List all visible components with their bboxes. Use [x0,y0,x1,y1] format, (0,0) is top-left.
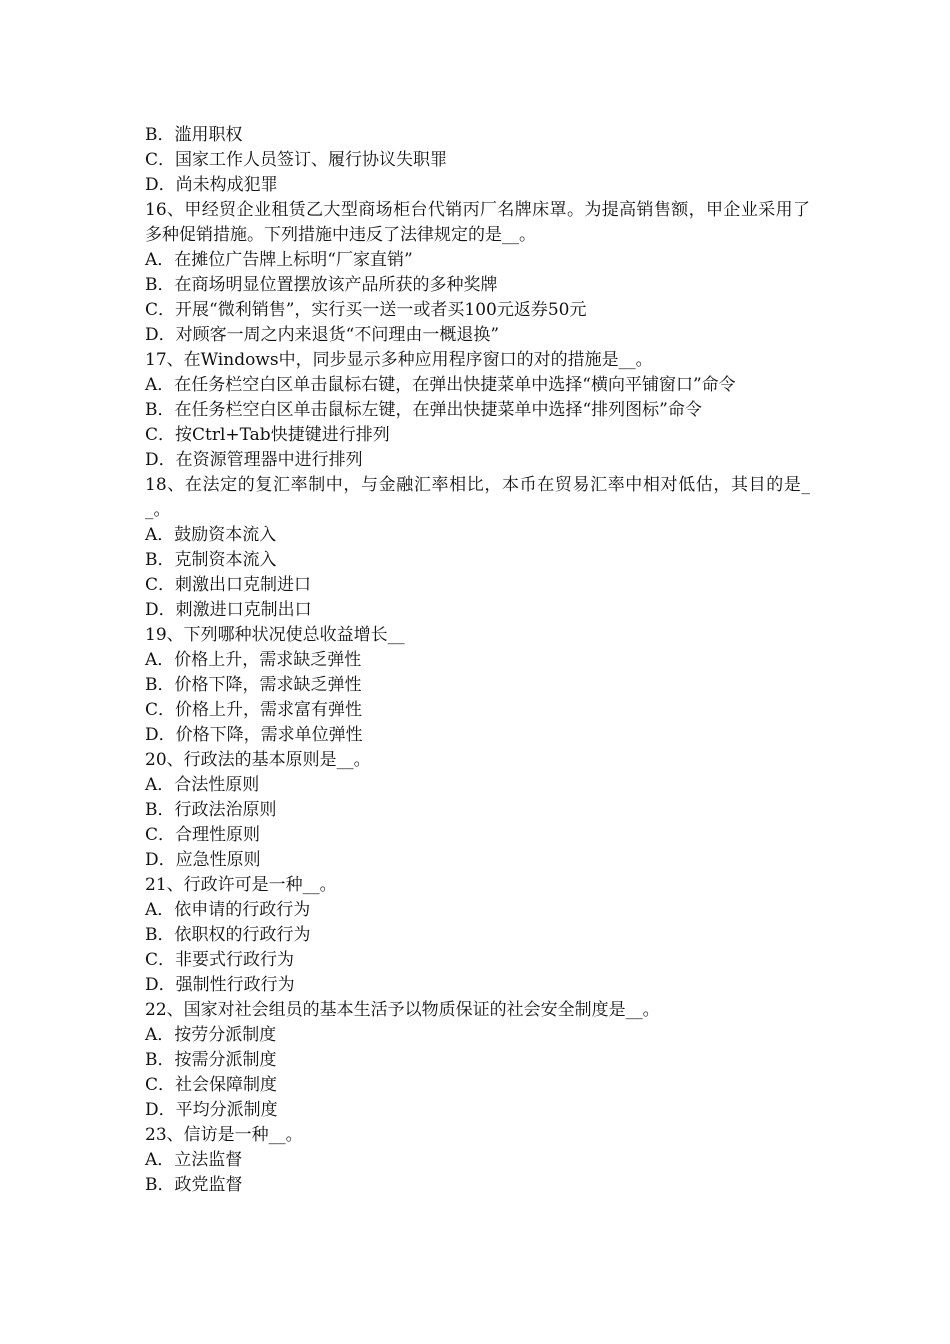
option-line: D．尚未构成犯罪 [145,175,278,195]
option-line: D．刺激进口克制出口 [145,600,312,620]
option-line: B．行政法治原则 [145,800,277,820]
option-line: A．按劳分派制度 [145,1025,277,1045]
option-line: D．平均分派制度 [145,1100,278,1120]
option-line: C．开展“微利销售”，实行买一送一或者买100元返券50元 [145,300,587,320]
option-line: D．对顾客一周之内来退货“不问理由一概退换” [145,325,500,345]
option-line: C．社会保障制度 [145,1075,278,1095]
question-18: 18、在法定的复汇率制中，与金融汇率相比，本币在贸易汇率中相对低估，其目的是__。 [145,475,810,520]
option-line: B．按需分派制度 [145,1050,277,1070]
option-line: C．按Ctrl+Tab快捷键进行排列 [145,425,390,445]
question-21: 21、行政许可是一种__。 [145,875,337,895]
option-line: A．立法监督 [145,1150,243,1170]
option-line: C．价格上升，需求富有弹性 [145,700,363,720]
option-line: A．价格上升，需求缺乏弹性 [145,650,362,670]
option-line: D．强制性行政行为 [145,975,295,995]
option-line: D．在资源管理器中进行排列 [145,450,363,470]
option-line: B．价格下降，需求缺乏弹性 [145,675,362,695]
option-line: A．合法性原则 [145,775,260,795]
question-16: 16、甲经贸企业租赁乙大型商场柜台代销丙厂名牌床罩。为提高销售额，甲企业采用了多种促销措施。下列措施中违反了法律规定的是__。 [145,200,810,245]
option-line: C．合理性原则 [145,825,261,845]
option-line: B．政党监督 [145,1175,243,1195]
question-17: 17、在Windows中，同步显示多种应用程序窗口的对的措施是__。 [145,350,653,370]
option-line: D．价格下降，需求单位弹性 [145,725,363,745]
option-line: D．应急性原则 [145,850,261,870]
question-23: 23、信访是一种__。 [145,1125,303,1145]
option-line: B．克制资本流入 [145,550,277,570]
option-line: A．在任务栏空白区单击鼠标右键，在弹出快捷菜单中选择“横向平铺窗口”命令 [145,375,736,395]
option-line: B．滥用职权 [145,125,243,145]
option-line: C．刺激出口克制进口 [145,575,312,595]
option-line: B．依职权的行政行为 [145,925,311,945]
option-line: B．在商场明显位置摆放该产品所获的多种奖牌 [145,275,498,295]
question-22: 22、国家对社会组员的基本生活予以物质保证的社会安全制度是__。 [145,1000,660,1020]
question-19: 19、下列哪种状况使总收益增长__ [145,625,405,645]
option-line: A．依申请的行政行为 [145,900,311,920]
option-line: A．鼓励资本流入 [145,525,277,545]
question-20: 20、行政法的基本原则是__。 [145,750,371,770]
document-page [145,123,810,1198]
option-line: B．在任务栏空白区单击鼠标左键，在弹出快捷菜单中选择“排列图标”命令 [145,400,702,420]
option-line: C．国家工作人员签订、履行协议失职罪 [145,150,448,170]
option-line: A．在摊位广告牌上标明“厂家直销” [145,250,413,270]
option-line: C．非要式行政行为 [145,950,295,970]
